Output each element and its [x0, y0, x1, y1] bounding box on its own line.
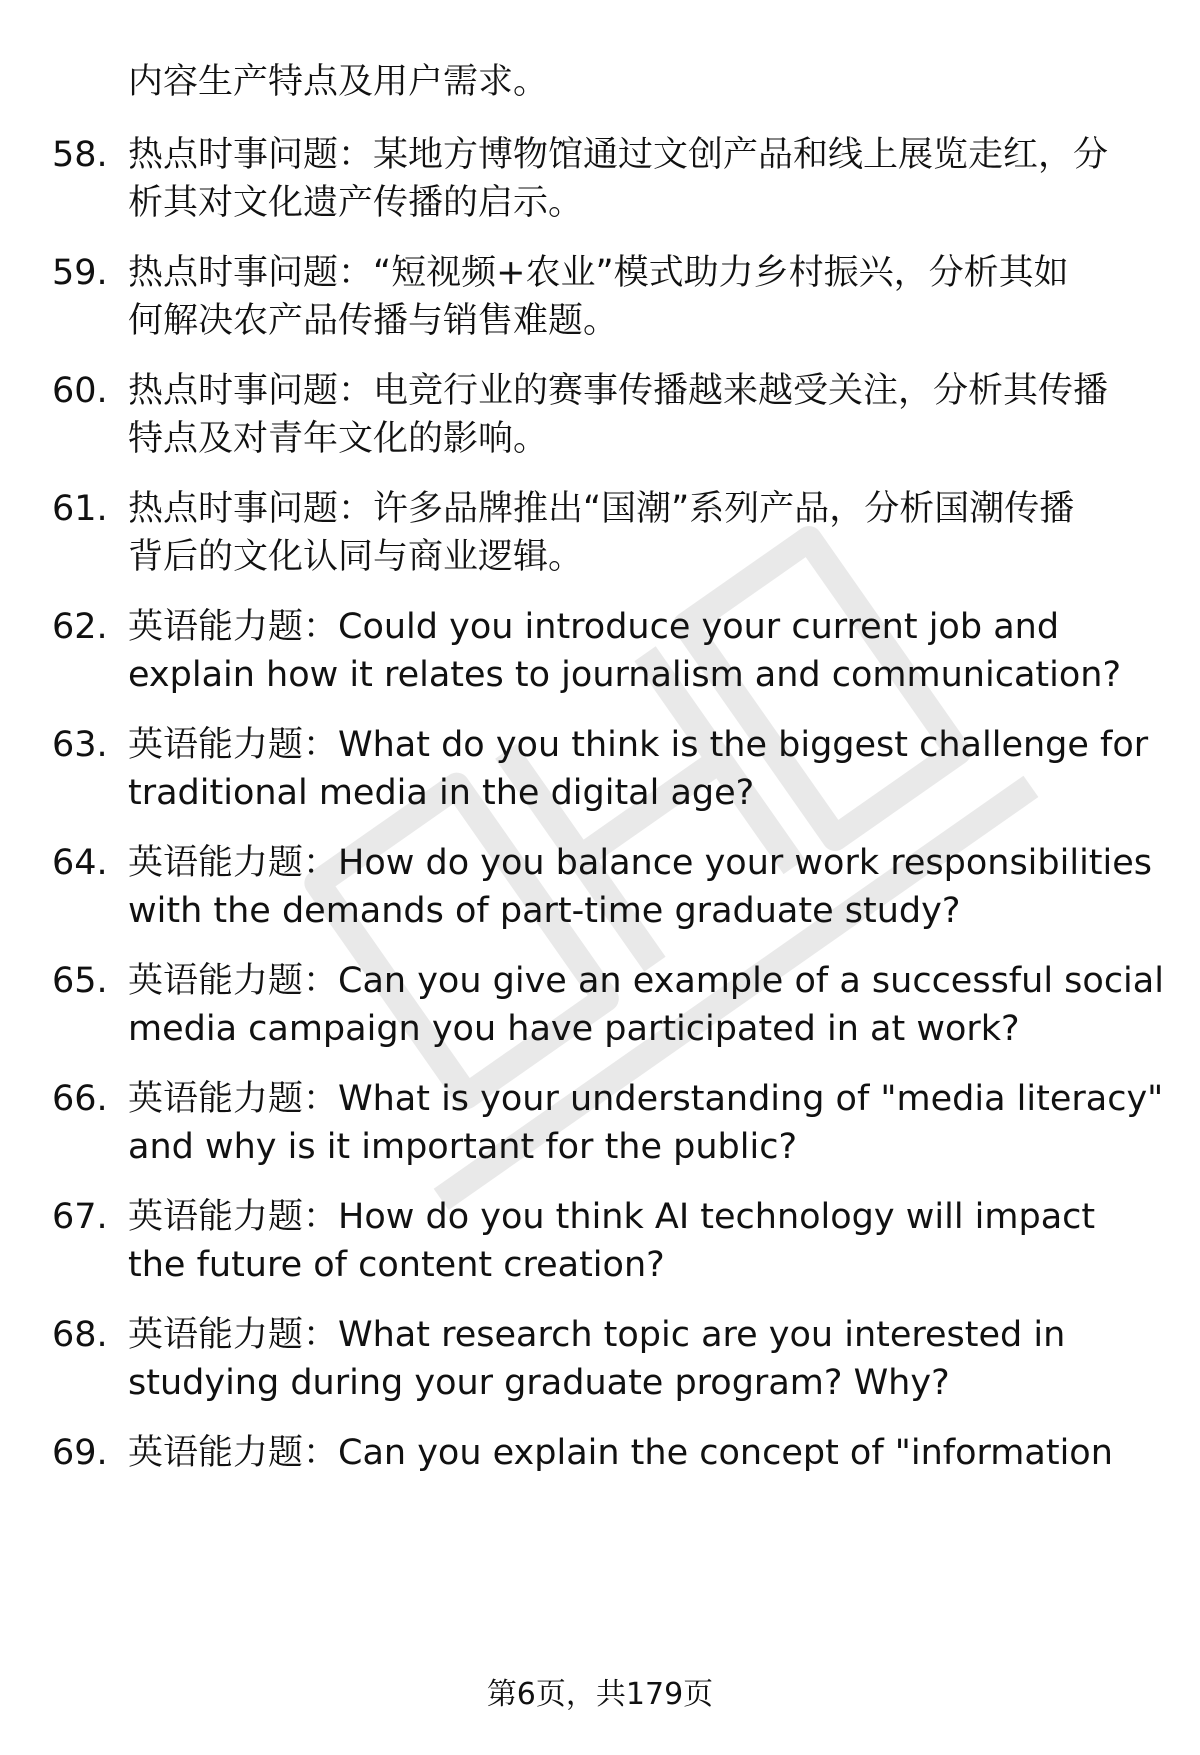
item-text: 热点时事问题：某地方博物馆通过文创产品和线上展览走红，分 析其对文化遗产传播的启示。	[128, 135, 1109, 223]
item-text: 英语能力题：Can you give an example of a successful social media campaign you have participated in at work?	[128, 961, 1164, 1049]
item-text: 英语能力题：Could you introduce your current job and explain how it relates to journalism and communication?	[128, 607, 1122, 695]
item-number: 68.	[52, 1315, 108, 1355]
continuation-line: 内容生产特点及用户需求。	[128, 62, 549, 102]
item-number: 65.	[52, 961, 108, 1001]
item-number: 69.	[52, 1433, 108, 1473]
item-number: 66.	[52, 1079, 108, 1119]
item-text: 英语能力题：How do you balance your work responsibilities with the demands of part-time graduate study?	[128, 843, 1153, 931]
item-text: 英语能力题：How do you think AI technology will impact the future of content creation?	[128, 1197, 1096, 1285]
item-number: 62.	[52, 607, 108, 647]
item-number: 60.	[52, 371, 108, 411]
page-footer: 第6页，共179页	[486, 1677, 714, 1712]
item-number: 58.	[52, 135, 108, 175]
item-text: 英语能力题：What research topic are you interested in studying during your graduate program? Why?	[128, 1315, 1066, 1403]
item-number: 61.	[52, 489, 108, 529]
item-number: 63.	[52, 725, 108, 765]
item-text: 热点时事问题：“短视频+农业”模式助力乡村振兴，分析其如 何解决农产品传播与销售难题。	[128, 253, 1069, 341]
item-number: 67.	[52, 1197, 108, 1237]
item-text: 热点时事问题：许多品牌推出“国潮”系列产品，分析国潮传播 背后的文化认同与商业逻辑。	[128, 489, 1075, 577]
item-number: 59.	[52, 253, 108, 293]
item-number: 64.	[52, 843, 108, 883]
item-text: 英语能力题：Can you explain the concept of "information	[128, 1433, 1113, 1473]
item-text: 英语能力题：What do you think is the biggest challenge for traditional media in the digital age?	[128, 725, 1149, 813]
item-text: 热点时事问题：电竞行业的赛事传播越来越受关注，分析其传播 特点及对青年文化的影响。	[128, 371, 1109, 459]
item-text: 英语能力题：What is your understanding of "media literacy" and why is it important for the public?	[128, 1079, 1164, 1167]
